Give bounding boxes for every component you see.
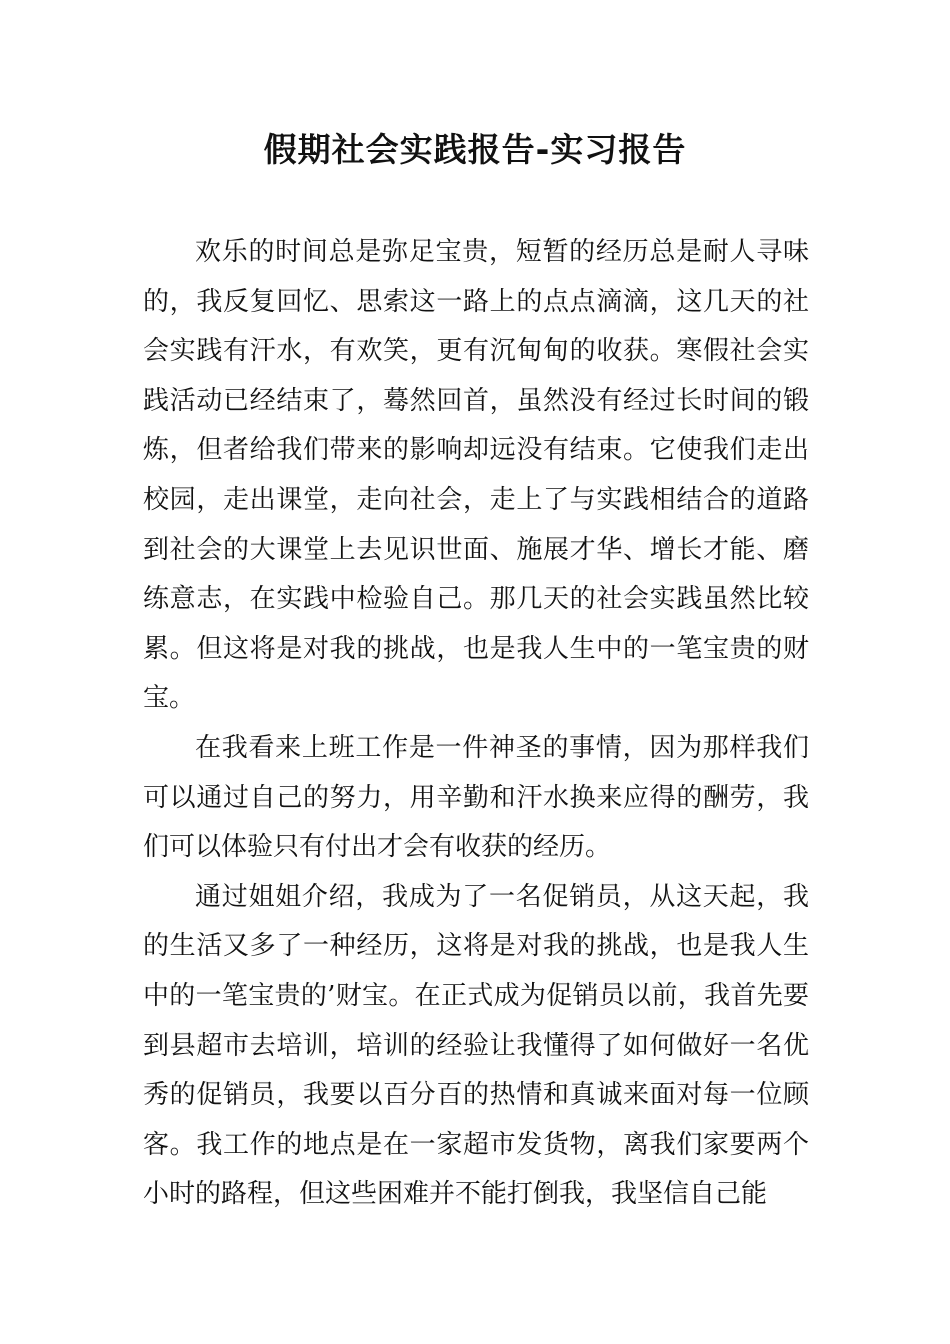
paragraph-3: 通过姐姐介绍，我成为了一名促销员，从这天起，我的生活又多了一种经历，这将是对我的挑战，也是我人生中的一笔宝贵的’财宝。在正式成为促销员以前，我首先要到县超市去培训，培训的经验让我懂得了如何做好一名优秀的促销员，我要以百分百的热情和真诚来面对每一位顾客。我工作的地点是在一家超市发货物，离我们家要两个小时的路程，但这些困难并不能打倒我，我坚信自己能 (143, 881, 809, 1210)
paragraph-1: 欢乐的时间总是弥足宝贵，短暂的经历总是耐人寻味的，我反复回忆、思索这一路上的点点滴滴，这几天的社会实践有汗水，有欢笑，更有沉甸甸的收获。寒假社会实践活动已经结束了，蓦然回首，虽然没有经过长时间的锻炼，但者给我们带来的影响却远没有结束。它使我们走出校园，走出课堂，走向社会，走上了与实践相结合的道路到社会的大课堂上去见识世面、施展才华、增长才能、磨练意志，在实践中检验自己。那几天的社会实践虽然比较累。但这将是对我的挑战，也是我人生中的一笔宝贵的财宝。 (143, 237, 809, 714)
document-body (143, 228, 809, 1220)
paragraph-2: 在我看来上班工作是一件神圣的事情，因为那样我们可以通过自己的努力，用辛勤和汗水换来应得的酬劳，我们可以体验只有付出才会有收获的经历。 (143, 732, 809, 863)
document-title: 假期社会实践报告-实习报告 (263, 130, 687, 169)
